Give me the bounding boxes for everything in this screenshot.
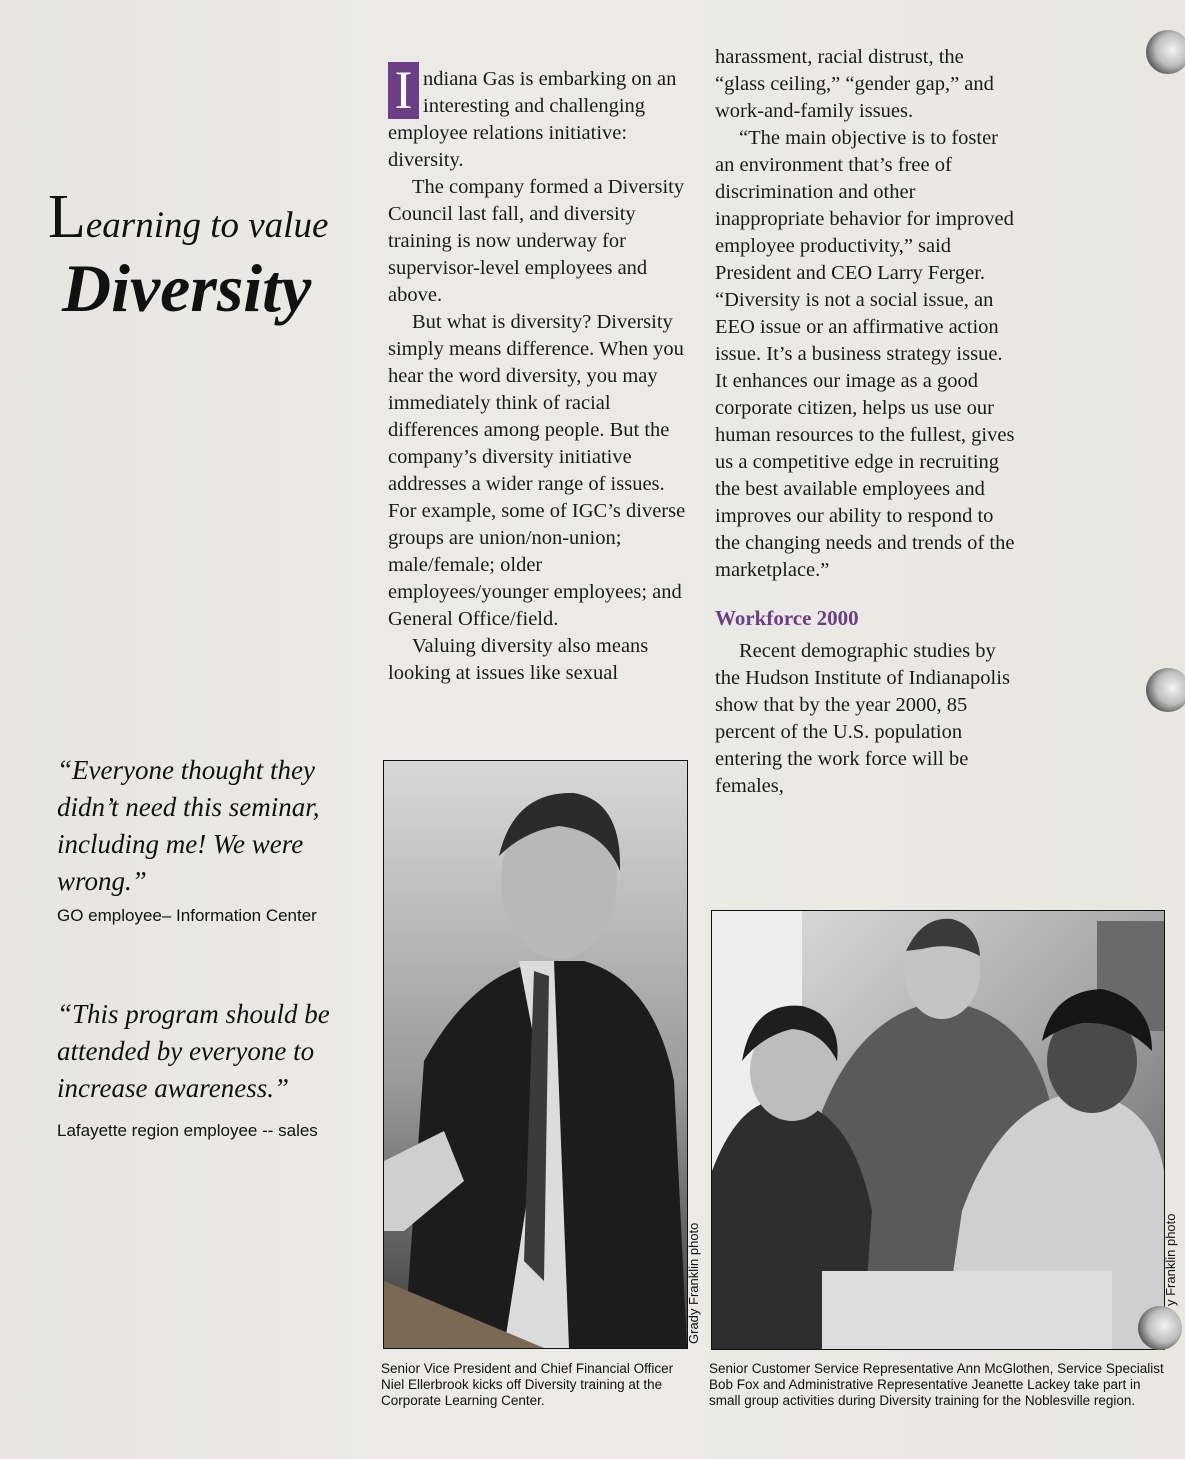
pull-quote-2: “This program should be attended by everyone to increase awareness.” <box>57 999 330 1103</box>
pull-quote-1: “Everyone thought they didn’t need this seminar, including me! We were wrong.” <box>57 755 320 896</box>
photo-speaker-image <box>384 761 687 1348</box>
section-subhead: Workforce 2000 <box>715 606 859 630</box>
photo-speaker-caption: Senior Vice President and Chief Financial Officer Niel Ellerbrook kicks off Diversity training at the Corporate Learning Center. <box>381 1361 674 1408</box>
binder-hole-bottom <box>1138 1306 1182 1350</box>
article-paragraph-6: “The main objective is to foster an environment that’s free of discrimination and other inappropriate behavior for improved employee productivity,” said President and CEO Larry Ferger. “Diversity is not a social issue, an EEO issue or an affirmative action issue. It’s a business strategy issue. It enhances our image as a good corporate citizen, helps us use our human resources to the fullest, gives us a competitive edge in recruiting the best available employees and improves our ability to respond to the changing needs and trends of the marketplace.” <box>715 127 1015 581</box>
article-column-1 <box>388 60 694 687</box>
headline-line-2: Diversity <box>62 250 312 326</box>
photo-speaker <box>383 760 688 1349</box>
photo-group <box>711 910 1165 1350</box>
article-paragraph-2: The company formed a Diversity Council last fall, and diversity training is now underway for supervisor-level employees and above. <box>388 176 685 306</box>
photo-group-caption: Senior Customer Service Representative Ann McGlothen, Service Specialist Bob Fox and Administrative Representative Jeanette Lackey take part in small group activities during Diversity training for the Noblesville region. <box>709 1361 1164 1408</box>
article-paragraph-1: I ndiana Gas is embarking on an interesting and challenging employee relations initiative: diversity. <box>388 60 677 171</box>
photo-group-credit: y Franklin photo <box>1163 1213 1178 1306</box>
article-column-2 <box>715 44 1015 800</box>
photo-speaker-credit: Grady Franklin photo <box>686 1222 701 1344</box>
binder-hole-middle <box>1146 668 1185 712</box>
headline <box>48 183 378 326</box>
headline-line-1: Learning to value <box>48 183 329 251</box>
binder-hole-top <box>1146 30 1185 74</box>
pull-quote-2-attribution: Lafayette region employee -- sales <box>57 1121 318 1140</box>
article-paragraph-7: Recent demographic studies by the Hudson Institute of Indianapolis show that by the year 2000, 85 percent of the U.S. population entering the work force will be females, <box>715 640 1010 797</box>
drop-cap: I <box>388 62 419 119</box>
pull-quote-1-attribution: GO employee– Information Center <box>57 906 317 925</box>
article-paragraph-4: Valuing diversity also means looking at issues like sexual <box>388 635 649 684</box>
photo-group-image <box>712 911 1164 1349</box>
article-paragraph-3: But what is diversity? Diversity simply means difference. When you hear the word diversity, you may immediately think of racial differences among people. But the company’s diversity initiative addresses a wider range of issues. For example, some of IGC’s diverse groups are union/non-union; male/female; older employees/younger employees; and General Office/field. <box>388 311 686 630</box>
article-paragraph-5: harassment, racial distrust, the “glass ceiling,” “gender gap,” and work-and-family issues. <box>715 46 994 122</box>
